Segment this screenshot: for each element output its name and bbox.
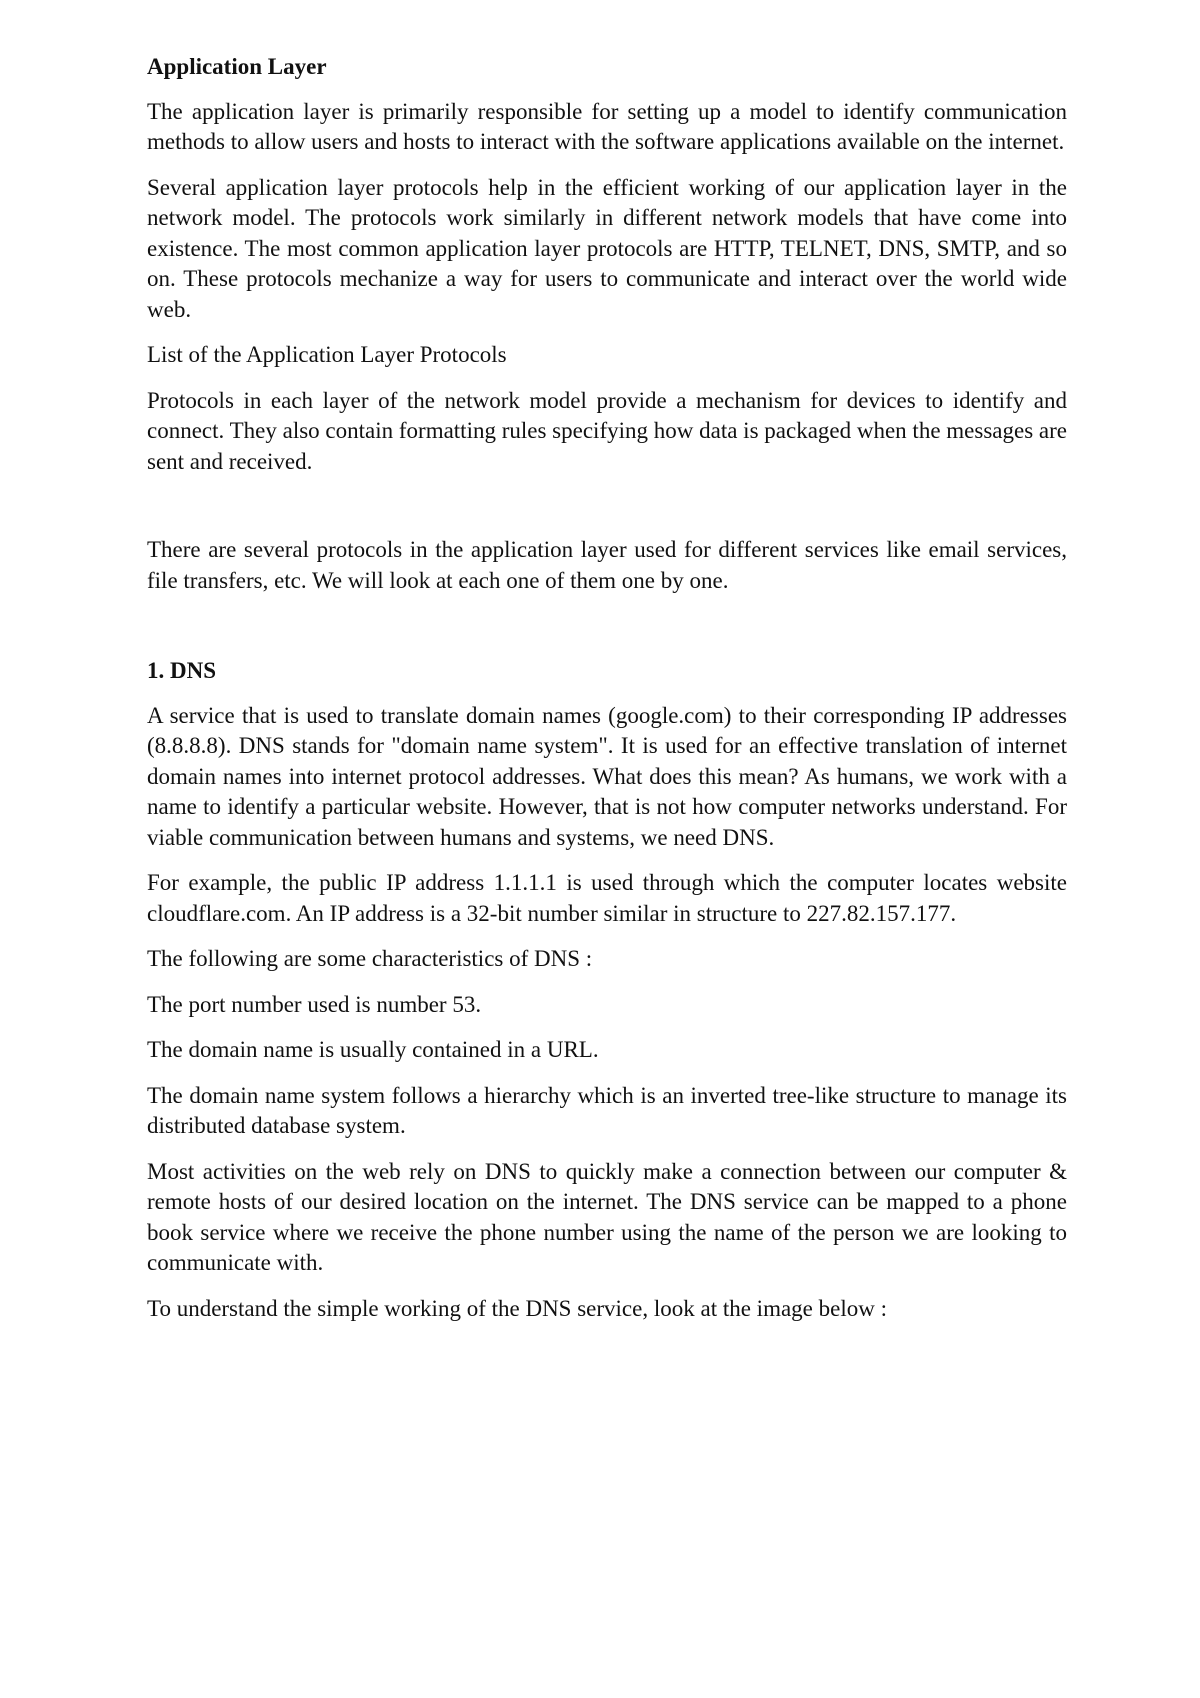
document-title: Application Layer [147, 54, 327, 79]
dns-section-heading: 1. DNS [147, 658, 217, 683]
document-page [147, 52, 1067, 1339]
dns-paragraph-1: A service that is used to translate domain names (google.com) to their corresponding IP addresses (8.8.8.8). DNS stands for "domain name system". It is used for an effective translation of internet domain names into internet protocol addresses. What does this mean? As humans, we work with a name to identify a particular website. However, that is not how computer networks understand. For viable communication between humans and systems, we need DNS. [147, 702, 1067, 850]
dns-paragraph-phonebook: Most activities on the web rely on DNS to quickly make a connection between our computer & remote hosts of our desired location on the internet. The DNS service can be mapped to a phone book service where we receive the phone number using the name of the person we are looking to communicate with. [147, 1158, 1067, 1275]
intro-paragraph-2: Several application layer protocols help in the efficient working of our application layer in the network model. The protocols work similarly in different network models that have come into existence. The most common application layer protocols are HTTP, TELNET, DNS, SMTP, and so on. These protocols mechanize a way for users to communicate and interact over the world wide web. [147, 174, 1067, 322]
dns-characteristics-intro: The following are some characteristics of DNS : [147, 946, 593, 971]
dns-paragraph-2: For example, the public IP address 1.1.1.1 is used through which the computer locates website cloudflare.com. An IP address is a 32-bit number similar in structure to 227.82.157.177. [147, 870, 1067, 926]
intro-paragraph-1: The application layer is primarily responsible for setting up a model to identify communication methods to allow users and hosts to interact with the software applications available on the internet. [147, 98, 1067, 154]
dns-characteristic-port: The port number used is number 53. [147, 991, 482, 1017]
intro-paragraph-4: There are several protocols in the application layer used for different services like email services, file transfers, etc. We will look at each one of them one by one. [147, 537, 1067, 593]
dns-characteristic-url: The domain name is usually contained in a URL. [147, 1037, 599, 1062]
protocol-list-heading: List of the Application Layer Protocols [147, 342, 507, 367]
dns-characteristic-hierarchy: The domain name system follows a hierarchy which is an inverted tree-like structure to manage its distributed database system. [147, 1082, 1067, 1138]
intro-paragraph-3: Protocols in each layer of the network model provide a mechanism for devices to identify and connect. They also contain formatting rules specifying how data is packaged when the messages are sent and received. [147, 387, 1067, 474]
dns-image-intro: To understand the simple working of the DNS service, look at the image below : [147, 1295, 887, 1321]
